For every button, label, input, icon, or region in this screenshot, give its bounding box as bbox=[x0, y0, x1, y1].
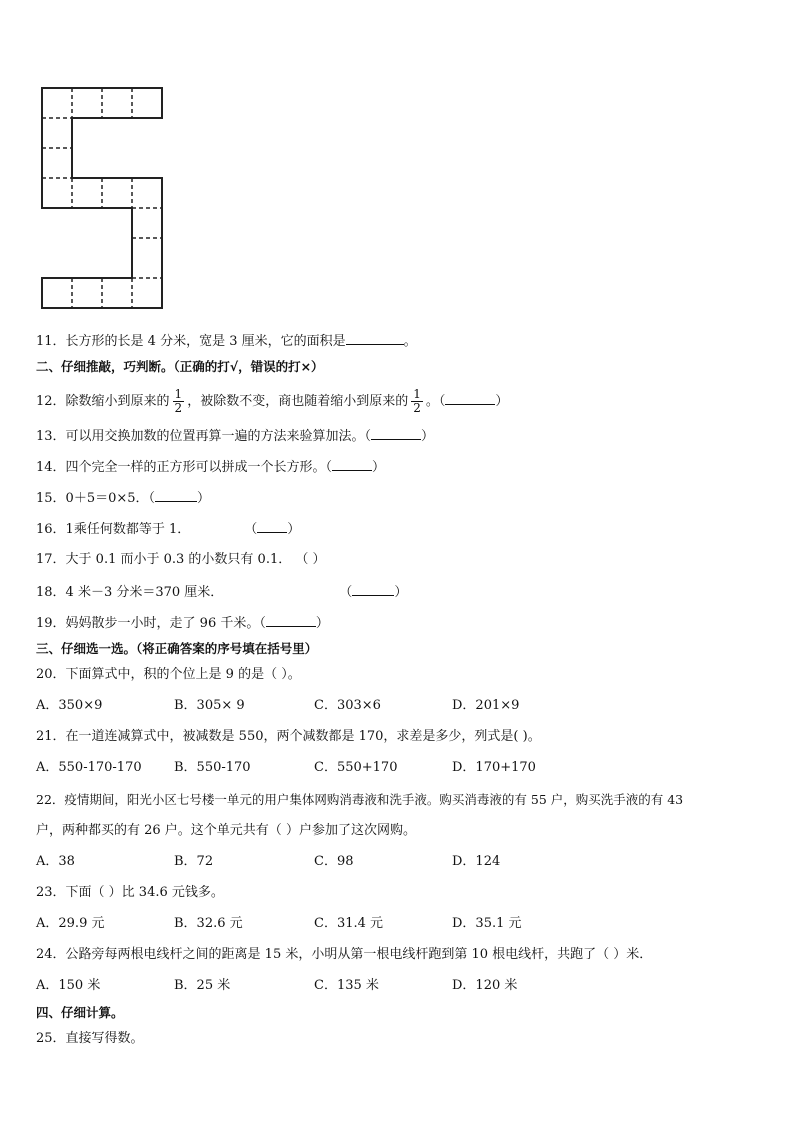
option-a[interactable]: A．350×9 bbox=[36, 698, 103, 713]
option-b[interactable]: B．550-170 bbox=[174, 760, 251, 775]
question-12-text: 12．除数缩小到原来的 bbox=[36, 394, 170, 409]
fraction-denominator: 2 bbox=[413, 401, 421, 415]
question-17 bbox=[36, 551, 326, 569]
answer-blank[interactable] bbox=[445, 392, 495, 405]
question-21: 21．在一道连减算式中，被减数是 550，两个减数都是 170，求差是多少，列式是( )。 bbox=[36, 729, 541, 744]
section-3-heading: 三、仔细选一选。（将正确答案的序号填在括号里） bbox=[36, 641, 318, 656]
option-c[interactable]: C．98 bbox=[314, 854, 354, 869]
question-16-text: 16．1乘任何数都等于 1． bbox=[36, 522, 191, 537]
question-13 bbox=[36, 427, 434, 446]
close-paren: ） bbox=[421, 429, 435, 444]
fraction bbox=[411, 388, 423, 415]
close-paren: ） bbox=[372, 460, 386, 475]
option-d[interactable]: D．124 bbox=[452, 854, 501, 869]
question-13-text: 13．可以用交换加数的位置再算一遍的方法来验算加法。（ bbox=[36, 429, 372, 444]
option-a[interactable]: A．150 米 bbox=[36, 978, 101, 993]
option-b[interactable]: B．32.6 元 bbox=[174, 916, 243, 931]
question-12-text-mid: ，被除数不变，商也随着缩小到原来的 bbox=[187, 394, 409, 409]
option-b[interactable]: B．305× 9 bbox=[174, 698, 245, 713]
open-paren: （ bbox=[339, 585, 353, 600]
question-20: 20．下面算式中，积的个位上是 9 的是（ ）。 bbox=[36, 667, 301, 682]
question-18-text: 18．4 米－3 分米＝370 厘米． bbox=[36, 585, 224, 600]
answer-blank[interactable] bbox=[332, 458, 372, 471]
close-paren: ） bbox=[495, 394, 509, 409]
question-11 bbox=[36, 332, 417, 351]
question-15 bbox=[36, 489, 210, 508]
question-16 bbox=[36, 520, 300, 539]
fraction bbox=[173, 388, 185, 415]
section-4-heading: 四、仔细计算。 bbox=[36, 1005, 124, 1020]
close-paren: ） bbox=[315, 616, 329, 631]
option-d[interactable]: D．170+170 bbox=[452, 760, 536, 775]
option-a[interactable]: A．29.9 元 bbox=[36, 916, 105, 931]
question-14 bbox=[36, 458, 385, 477]
question-22-line-2: 户，两种都买的有 26 户。这个单元共有（ ）户参加了这次网购。 bbox=[36, 823, 416, 838]
question-11-text: 11．长方形的长是 4 分米，宽是 3 厘米，它的面积是 bbox=[36, 334, 346, 349]
question-24: 24．公路旁每两根电线杆之间的距离是 15 米，小明从第一根电线杆跑到第 10 根电线杆，共跑了（ ）米． bbox=[36, 947, 653, 962]
option-a[interactable]: A．38 bbox=[36, 854, 75, 869]
question-15-text: 15．0＋5＝0×5．（ bbox=[36, 491, 156, 506]
question-12-end: 。（ bbox=[425, 394, 446, 409]
open-paren: （ bbox=[244, 522, 258, 537]
option-b[interactable]: B．72 bbox=[174, 854, 214, 869]
close-paren: ） bbox=[394, 585, 408, 600]
option-c[interactable]: C．550+170 bbox=[314, 760, 398, 775]
close-paren: ） bbox=[197, 491, 211, 506]
option-d[interactable]: D．201×9 bbox=[452, 698, 520, 713]
answer-blank[interactable] bbox=[257, 520, 287, 533]
option-d[interactable]: D．120 米 bbox=[452, 978, 518, 993]
question-22-line-1: 22．疫情期间，阳光小区七号楼一单元的用户集体网购消毒液和洗手液。购买消毒液的有 55 户，购买洗手液的有 43 bbox=[36, 792, 684, 807]
fraction-numerator: 1 bbox=[413, 387, 421, 401]
fraction-numerator: 1 bbox=[174, 387, 183, 401]
section-2-heading: 二、仔细推敲，巧判断。（正确的打√，错误的打×） bbox=[36, 359, 324, 374]
option-c[interactable]: C．135 米 bbox=[314, 978, 379, 993]
option-b[interactable]: B．25 米 bbox=[174, 978, 231, 993]
answer-blank[interactable] bbox=[266, 614, 316, 627]
question-19-text: 19．妈妈散步一小时，走了 96 千米。（ bbox=[36, 616, 266, 631]
fraction-denominator: 2 bbox=[174, 401, 183, 415]
question-19 bbox=[36, 614, 329, 633]
option-d[interactable]: D．35.1 元 bbox=[452, 916, 522, 931]
option-a[interactable]: A．550-170-170 bbox=[36, 760, 142, 775]
answer-blank[interactable] bbox=[371, 427, 421, 440]
answer-blank[interactable] bbox=[352, 583, 394, 596]
option-c[interactable]: C．303×6 bbox=[314, 698, 381, 713]
question-12 bbox=[36, 388, 508, 415]
question-25: 25．直接写得数。 bbox=[36, 1031, 144, 1046]
question-17-text: 17．大于 0.1 而小于 0.3 的小数只有 0.1． （ ） bbox=[36, 552, 326, 567]
question-11-end: 。 bbox=[403, 334, 417, 349]
close-paren: ） bbox=[287, 522, 301, 537]
answer-blank[interactable] bbox=[346, 332, 404, 345]
s-shape-figure bbox=[40, 86, 166, 312]
question-14-text: 14．四个完全一样的正方形可以拼成一个长方形。（ bbox=[36, 460, 333, 475]
option-c[interactable]: C．31.4 元 bbox=[314, 916, 384, 931]
answer-blank[interactable] bbox=[155, 489, 197, 502]
question-23: 23．下面（ ）比 34.6 元钱多。 bbox=[36, 885, 224, 900]
question-18 bbox=[36, 583, 407, 602]
